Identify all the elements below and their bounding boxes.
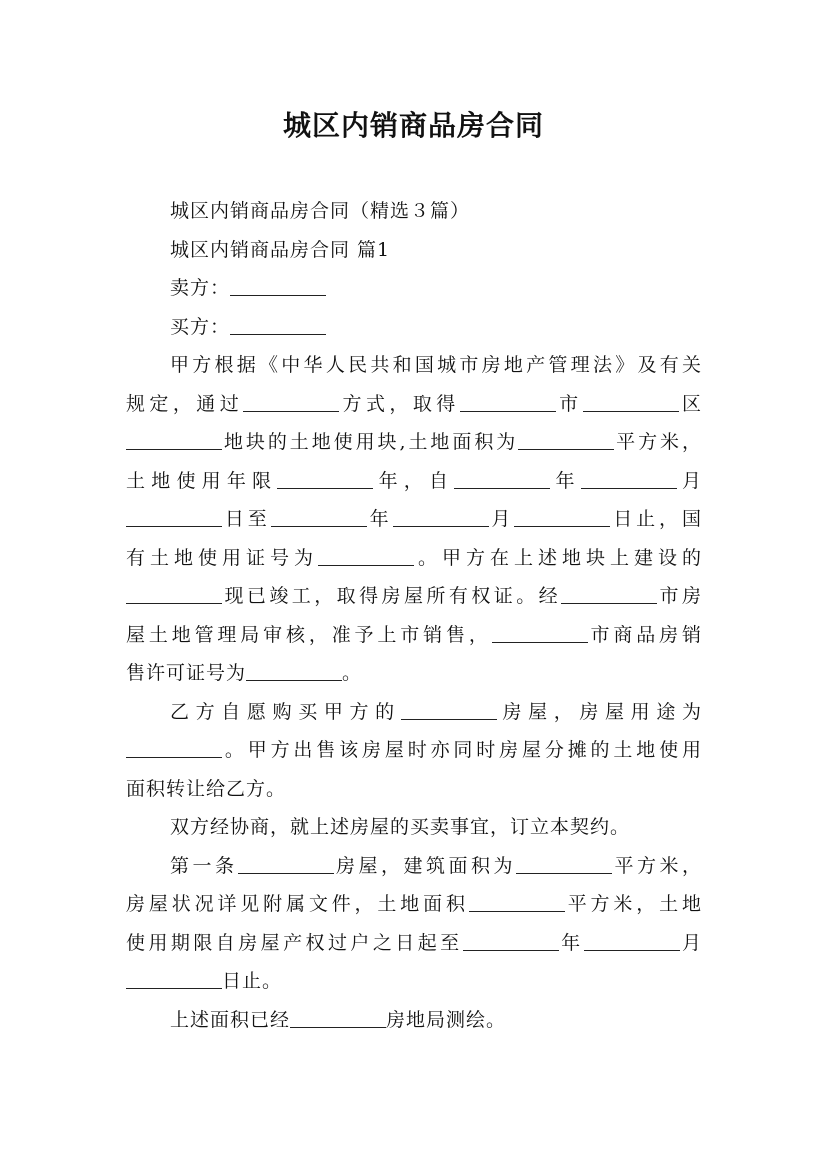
text-line <box>126 962 702 1001</box>
text-segment: 。甲方在上述地块上建设的 <box>414 546 702 569</box>
text-segment: 规定，通过 <box>126 392 244 415</box>
text-segment: 年 <box>550 469 581 492</box>
text-segment: 使用期限自房屋产权过户之日起至 <box>126 931 463 954</box>
text-segment: 市商品房销 <box>587 623 702 646</box>
fill-in-blank <box>518 430 614 450</box>
text-segment: 房屋状况详见附属文件，土地面积 <box>126 893 469 915</box>
text-segment: 房屋，建筑面积为 <box>333 854 516 877</box>
fill-in-blank <box>454 469 550 489</box>
text-line <box>126 346 702 385</box>
document-body <box>126 192 702 1039</box>
text-segment: 城区内销商品房合同（精选３篇） <box>170 200 471 222</box>
text-segment: 日止。 <box>222 970 283 992</box>
text-segment: 第一条 <box>170 854 238 877</box>
text-segment: 现已竣工，取得房屋所有权证。经 <box>222 585 562 607</box>
fill-in-blank <box>581 469 677 489</box>
text-line <box>126 924 702 963</box>
fill-in-blank <box>583 392 679 412</box>
text-line <box>126 308 702 347</box>
text-segment: 乙方自愿购买甲方的 <box>170 700 401 723</box>
text-segment: 方式，取得 <box>339 392 460 415</box>
fill-in-blank <box>463 931 559 951</box>
fill-in-blank <box>277 469 373 489</box>
text-segment: 年 <box>366 508 393 530</box>
text-segment: 房地局测绘。 <box>386 1008 507 1031</box>
text-segment: 售许可证号为 <box>126 662 247 684</box>
text-line <box>126 770 702 809</box>
fill-in-blank <box>126 969 222 989</box>
text-line <box>126 577 702 616</box>
fill-in-blank <box>126 738 222 758</box>
text-line <box>126 885 702 924</box>
text-segment: 买方： <box>170 315 231 338</box>
text-line <box>126 539 702 578</box>
text-segment: 日至 <box>222 508 271 530</box>
text-segment: 房屋，房屋用途为 <box>496 700 702 723</box>
text-segment: 面积转让给乙方。 <box>126 777 287 800</box>
fill-in-blank <box>271 507 367 527</box>
text-segment: 卖方： <box>170 277 231 299</box>
text-segment: 市 <box>555 392 583 415</box>
fill-in-blank <box>230 315 326 335</box>
text-segment: 月 <box>488 508 515 530</box>
fill-in-blank <box>243 392 339 412</box>
text-segment: 上述面积已经 <box>170 1008 291 1031</box>
text-segment: 城区内销商品房合同 篇1 <box>170 238 391 261</box>
fill-in-blank <box>246 661 342 681</box>
text-segment: 土地使用年限 <box>126 469 278 492</box>
fill-in-blank <box>514 507 610 527</box>
fill-in-blank <box>318 546 414 566</box>
text-line <box>126 654 702 693</box>
text-line <box>126 731 702 770</box>
text-segment: 。 <box>342 662 363 684</box>
fill-in-blank <box>290 1008 386 1028</box>
text-line <box>126 385 702 424</box>
text-line <box>126 231 702 270</box>
text-segment: 年 <box>558 931 584 954</box>
text-line <box>126 462 702 501</box>
text-line <box>126 192 702 231</box>
text-line <box>126 808 702 847</box>
text-line <box>126 423 702 462</box>
text-segment: 月 <box>676 469 702 492</box>
fill-in-blank <box>393 507 489 527</box>
text-segment: 平方米， <box>611 854 702 877</box>
text-line <box>126 693 702 732</box>
fill-in-blank <box>238 854 334 874</box>
fill-in-blank <box>469 892 565 912</box>
text-line <box>126 269 702 308</box>
fill-in-blank <box>516 854 612 874</box>
text-segment: 区 <box>678 392 702 415</box>
text-segment: 地块的土地使用块,土地面积为 <box>222 431 519 453</box>
fill-in-blank <box>230 276 326 296</box>
text-line <box>126 847 702 886</box>
text-segment: 平方米， <box>614 431 702 453</box>
text-line <box>126 500 702 539</box>
fill-in-blank <box>126 584 222 604</box>
fill-in-blank <box>584 931 680 951</box>
text-line <box>126 616 702 655</box>
fill-in-blank <box>126 507 222 527</box>
document-title: 城区内销商品房合同 <box>282 109 544 142</box>
fill-in-blank <box>561 584 657 604</box>
text-segment: 甲方根据《中华人民共和国城市房地产管理法》及有关 <box>170 354 702 376</box>
text-segment: 日止，国 <box>610 508 702 530</box>
fill-in-blank <box>460 392 556 412</box>
text-segment: 。甲方出售该房屋时亦同时房屋分摊的土地使用 <box>222 739 702 761</box>
text-segment: 有土地使用证号为 <box>126 546 318 569</box>
text-line <box>126 1001 702 1040</box>
fill-in-blank <box>492 623 588 643</box>
fill-in-blank <box>126 430 222 450</box>
text-segment: 市房 <box>657 585 702 607</box>
fill-in-blank <box>401 700 497 720</box>
text-segment: 月 <box>679 931 702 954</box>
text-segment: 屋土地管理局审核，准予上市销售， <box>126 623 492 646</box>
text-segment: 平方米，土地 <box>564 893 702 915</box>
text-segment: 双方经协商，就上述房屋的买卖事宜，订立本契约。 <box>170 816 631 838</box>
text-segment: 年，自 <box>373 469 455 492</box>
